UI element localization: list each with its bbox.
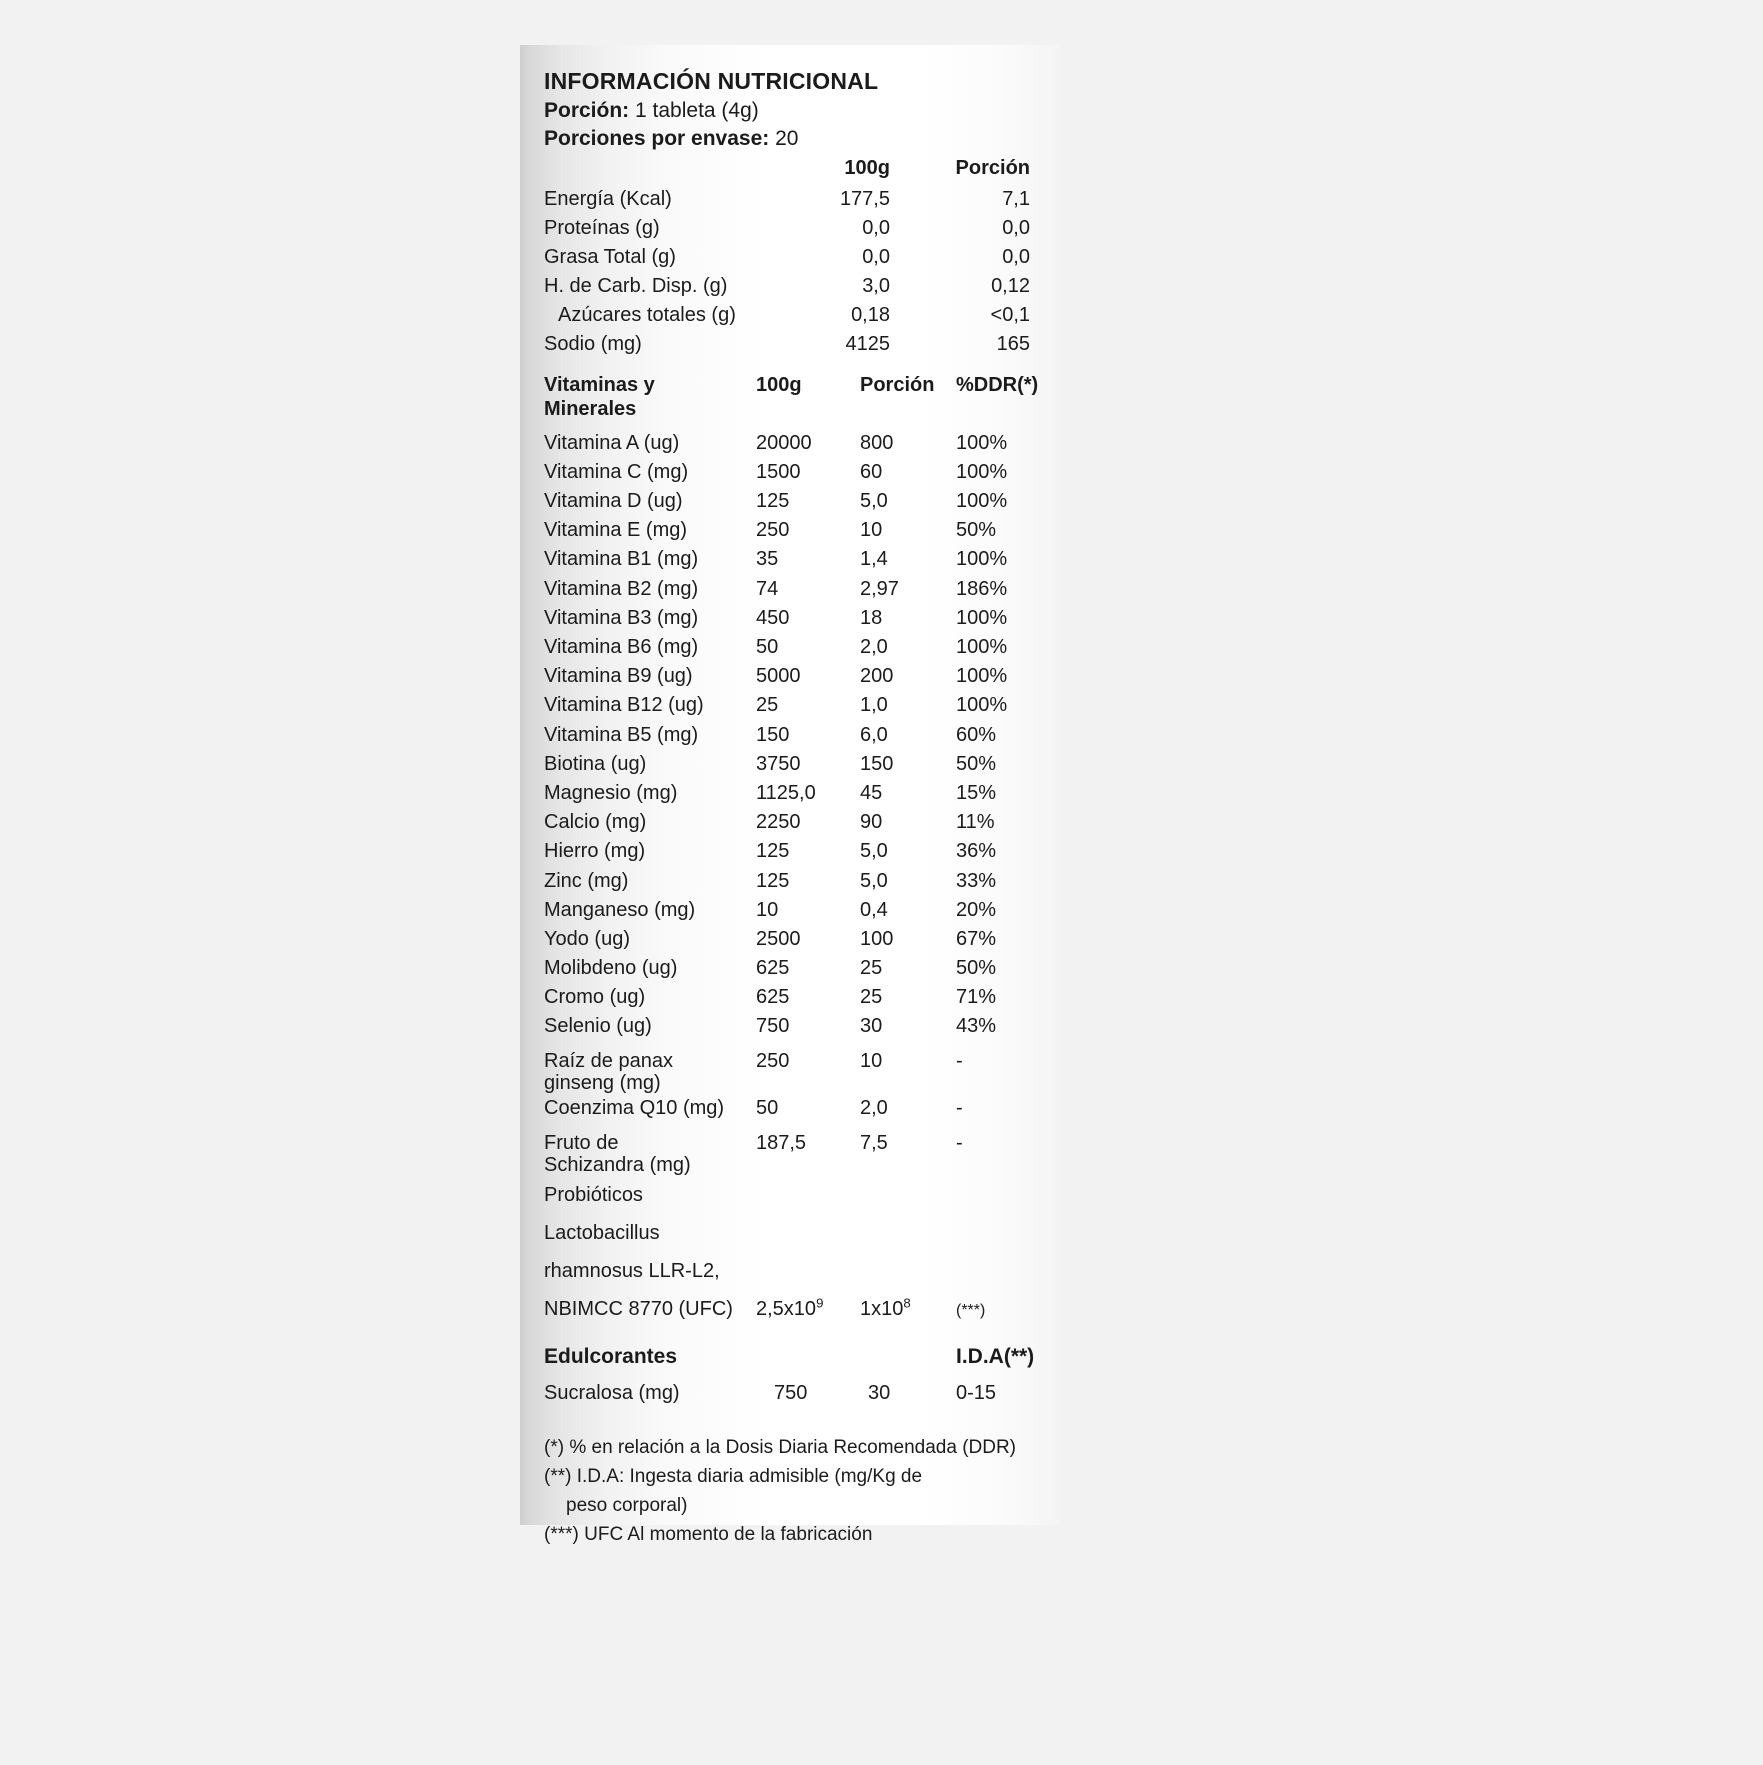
vitamin-row-name: Vitamina B6 (mg) — [544, 636, 699, 659]
probiotics-portion-exponent: 8 — [903, 1295, 911, 1311]
vitamin-row-portion: 18 — [860, 606, 883, 629]
probiotics-strain-row-1 — [544, 1214, 1046, 1252]
table-row — [544, 750, 1046, 779]
macro-row-100g: 177,5 — [839, 187, 890, 210]
vitamin-row-100g: 125 — [756, 869, 790, 892]
serving-size-line — [544, 97, 1036, 125]
vitamin-row-name: Vitamina D (ug) — [544, 490, 683, 513]
vitamin-row-ddr: 67% — [956, 927, 997, 950]
footnote-ida-continued: peso corporal) — [566, 1495, 688, 1517]
macro-header-row — [544, 154, 1036, 185]
vitamin-row-100g: 25 — [756, 694, 779, 717]
probiotics-100g-exponent: 9 — [816, 1295, 824, 1311]
table-row — [544, 954, 1046, 983]
vitamin-row-portion: 30 — [860, 1015, 883, 1038]
serving-size-label: Porción: — [544, 99, 630, 123]
table-row — [544, 1042, 1046, 1095]
footnote-ddr: (*) % en relación a la Dosis Diaria Recomendada (DDR) — [544, 1437, 1017, 1459]
vitamin-row-100g: 35 — [756, 548, 779, 571]
probiotics-portion — [860, 1290, 956, 1328]
vitamin-row-name: Vitamina B9 (ug) — [544, 665, 693, 688]
sweetener-row-portion: 30 — [868, 1382, 891, 1405]
probiotics-strain-line3: NBIMCC 8770 (UFC) — [544, 1298, 733, 1321]
vitamin-row-ddr: 36% — [956, 840, 997, 863]
vitamin-row-100g: 125 — [756, 840, 790, 863]
vitamin-row-name: Cromo (ug) — [544, 986, 646, 1009]
vitamin-row-100g: 3750 — [756, 752, 801, 775]
vitamin-row-portion: 25 — [860, 986, 883, 1009]
table-row — [544, 1012, 1046, 1041]
vitamin-row-name: Vitamina B2 (mg) — [544, 577, 699, 600]
table-row — [544, 214, 1036, 243]
extra-row-100g: 50 — [756, 1097, 779, 1120]
vitamins-header-name — [544, 359, 756, 429]
probiotics-strain-row-2 — [544, 1252, 1046, 1290]
servings-per-container-line — [544, 125, 1036, 153]
probiotics-ddr: (***) — [956, 1302, 986, 1320]
macro-row-name: Grasa Total (g) — [544, 245, 676, 268]
table-row — [544, 429, 1046, 458]
table-row — [544, 330, 1036, 359]
vitamin-row-name: Zinc (mg) — [544, 869, 629, 892]
vitamin-row-ddr: 20% — [956, 898, 997, 921]
vitamin-row-portion: 5,0 — [860, 490, 888, 513]
vitamin-row-portion: 1,4 — [860, 548, 888, 571]
vitamin-row-100g: 20000 — [756, 431, 812, 454]
table-row — [544, 575, 1046, 604]
vitamin-row-100g: 5000 — [756, 665, 801, 688]
page-title: INFORMACIÓN NUTRICIONAL — [544, 68, 879, 94]
vitamin-row-ddr: 100% — [956, 606, 1008, 629]
vitamin-row-ddr: 100% — [956, 431, 1008, 454]
vitamins-minerals-table — [544, 359, 1046, 1409]
sweeteners-ida-header: I.D.A(**) — [956, 1345, 1035, 1369]
extra-row-name: Coenzima Q10 (mg) — [544, 1097, 725, 1120]
vitamin-row-name: Vitamina A (ug) — [544, 431, 680, 454]
vitamin-row-portion: 0,4 — [860, 898, 888, 921]
vitamin-row-ddr: 100% — [956, 490, 1008, 513]
macro-row-name: H. de Carb. Disp. (g) — [544, 274, 728, 297]
vitamin-row-ddr: 100% — [956, 636, 1008, 659]
vitamin-row-portion: 60 — [860, 460, 883, 483]
probiotics-heading: Probióticos — [544, 1184, 643, 1207]
table-row — [544, 1124, 1046, 1177]
table-row — [544, 779, 1046, 808]
extra-row-ddr: - — [956, 1049, 963, 1072]
vitamin-row-100g: 250 — [756, 519, 790, 542]
table-row — [544, 691, 1046, 720]
vitamin-row-ddr: 100% — [956, 460, 1008, 483]
vitamin-row-ddr: 100% — [956, 665, 1008, 688]
servings-per-container-label: Porciones por envase: — [544, 127, 770, 151]
probiotics-value-row — [544, 1290, 1046, 1328]
vitamin-row-ddr: 71% — [956, 986, 997, 1009]
sweetener-row-100g: 750 — [774, 1382, 808, 1405]
table-row — [544, 185, 1036, 214]
sweeteners-header-row — [544, 1328, 1046, 1379]
extra-row-name-line1: Raíz de panax — [544, 1049, 673, 1072]
vitamin-row-name: Vitamina C (mg) — [544, 460, 689, 483]
vitamin-row-100g: 74 — [756, 577, 779, 600]
vitamin-row-name: Selenio (ug) — [544, 1015, 652, 1038]
vitamin-row-name: Vitamina B12 (ug) — [544, 694, 704, 717]
vitamin-row-ddr: 100% — [956, 694, 1008, 717]
table-row — [544, 896, 1046, 925]
table-row — [544, 721, 1046, 750]
vitamin-row-portion: 5,0 — [860, 840, 888, 863]
vitamin-row-100g: 125 — [756, 490, 790, 513]
probiotics-100g-mantissa: 2,5x10 — [756, 1298, 817, 1321]
vitamin-row-100g: 450 — [756, 606, 790, 629]
vitamin-row-100g: 50 — [756, 636, 779, 659]
probiotics-heading-row — [544, 1176, 1046, 1214]
vitamin-row-100g: 1500 — [756, 460, 801, 483]
vitamin-row-100g: 1125,0 — [756, 781, 816, 804]
macro-row-100g: 4125 — [845, 332, 890, 355]
macro-row-portion: <0,1 — [990, 303, 1030, 326]
vitamin-row-name: Vitamina E (mg) — [544, 519, 688, 542]
vitamin-row-portion: 100 — [860, 927, 894, 950]
macro-row-portion: 165 — [996, 332, 1030, 355]
vitamin-row-portion: 5,0 — [860, 869, 888, 892]
table-row — [544, 487, 1046, 516]
vitamin-row-portion: 10 — [860, 519, 883, 542]
footnote-ida: (**) I.D.A: Ingesta diaria admisible (mg/Kg de — [544, 1466, 923, 1488]
extra-row-name-line2: ginseng (mg) — [544, 1072, 661, 1095]
extra-row-ddr: - — [956, 1131, 963, 1154]
table-row — [544, 633, 1046, 662]
vitamin-row-ddr: 50% — [956, 957, 997, 980]
probiotics-strain-line2: rhamnosus LLR-L2, — [544, 1260, 720, 1283]
vitamin-row-name: Manganeso (mg) — [544, 898, 696, 921]
macro-row-100g: 0,0 — [862, 216, 890, 239]
vitamin-row-name: Vitamina B1 (mg) — [544, 548, 699, 571]
vitamin-row-name: Yodo (ug) — [544, 927, 630, 950]
vitamin-row-name: Calcio (mg) — [544, 811, 647, 834]
vitamin-row-100g: 150 — [756, 723, 790, 746]
vitamin-row-ddr: 33% — [956, 869, 997, 892]
vitamin-row-name: Hierro (mg) — [544, 840, 646, 863]
vitamins-header-100g: 100g — [756, 373, 802, 396]
extra-row-100g: 187,5 — [756, 1131, 807, 1154]
vitamin-row-ddr: 50% — [956, 519, 997, 542]
vitamin-row-ddr: 100% — [956, 548, 1008, 571]
macro-header-portion: Porción — [955, 156, 1030, 179]
vitamin-row-portion: 200 — [860, 665, 894, 688]
probiotics-100g — [756, 1290, 860, 1328]
vitamin-row-100g: 2500 — [756, 927, 801, 950]
table-row — [544, 808, 1046, 837]
extra-row-portion: 7,5 — [860, 1131, 888, 1154]
macro-row-name: Azúcares totales (g) — [558, 303, 736, 326]
extra-row-ddr: - — [956, 1097, 963, 1120]
macro-row-name: Energía (Kcal) — [544, 187, 672, 210]
extra-row-name-line1: Fruto de — [544, 1131, 619, 1154]
table-row — [544, 545, 1046, 574]
vitamin-row-ddr: 50% — [956, 752, 997, 775]
footnotes — [544, 1434, 1036, 1550]
extra-row-name-line2: Schizandra (mg) — [544, 1154, 691, 1177]
vitamins-header-ddr: %DDR(*) — [956, 373, 1039, 396]
vitamin-row-portion: 25 — [860, 957, 883, 980]
sweeteners-heading: Edulcorantes — [544, 1345, 678, 1369]
table-row — [544, 925, 1046, 954]
vitamin-row-100g: 750 — [756, 1015, 790, 1038]
macronutrient-table — [544, 154, 1036, 359]
vitamin-row-100g: 2250 — [756, 811, 801, 834]
sweetener-row-name: Sucralosa (mg) — [544, 1382, 680, 1405]
vitamins-header-name-line2: Minerales — [544, 397, 637, 420]
vitamin-row-ddr: 11% — [956, 811, 995, 834]
servings-per-container-value: 20 — [775, 127, 799, 151]
vitamin-row-portion: 90 — [860, 811, 883, 834]
vitamin-row-ddr: 15% — [956, 781, 997, 804]
table-row — [544, 516, 1046, 545]
vitamin-row-name: Biotina (ug) — [544, 752, 647, 775]
extra-row-100g: 250 — [756, 1049, 790, 1072]
vitamins-header-row — [544, 359, 1046, 429]
extra-row-name — [544, 1124, 756, 1177]
table-row — [544, 837, 1046, 866]
sweetener-row-ida: 0-15 — [956, 1382, 997, 1405]
macro-row-name: Proteínas (g) — [544, 216, 660, 239]
macro-header-100g: 100g — [844, 156, 890, 179]
probiotics-portion-mantissa: 1x10 — [860, 1298, 904, 1321]
macro-row-name: Sodio (mg) — [544, 332, 642, 355]
vitamin-row-portion: 1,0 — [860, 694, 888, 717]
table-row — [544, 662, 1046, 691]
table-row — [544, 604, 1046, 633]
vitamin-row-portion: 150 — [860, 752, 894, 775]
table-row — [544, 301, 1036, 330]
probiotics-strain-line1: Lactobacillus — [544, 1222, 660, 1245]
vitamin-row-portion: 2,0 — [860, 636, 888, 659]
extra-row-portion: 2,0 — [860, 1097, 888, 1120]
footnote-ufc: (***) UFC Al momento de la fabricación — [544, 1523, 873, 1545]
vitamin-row-ddr: 60% — [956, 723, 997, 746]
vitamin-row-name: Molibdeno (ug) — [544, 957, 678, 980]
macro-row-portion: 0,0 — [1002, 216, 1030, 239]
table-row — [544, 1094, 1046, 1123]
table-row — [544, 243, 1036, 272]
vitamin-row-name: Vitamina B3 (mg) — [544, 606, 699, 629]
vitamins-header-name-line1: Vitaminas y — [544, 373, 655, 396]
macro-row-portion: 7,1 — [1002, 187, 1030, 210]
serving-size-value: 1 tableta (4g) — [635, 99, 759, 123]
vitamin-row-100g: 625 — [756, 986, 790, 1009]
vitamin-row-portion: 6,0 — [860, 723, 888, 746]
macro-row-100g: 0,18 — [851, 303, 890, 326]
vitamin-row-100g: 10 — [756, 898, 779, 921]
table-row — [544, 983, 1046, 1012]
vitamins-header-portion: Porción — [860, 373, 935, 396]
vitamin-row-ddr: 186% — [956, 577, 1008, 600]
table-row — [544, 272, 1036, 301]
table-row — [544, 458, 1046, 487]
vitamin-row-100g: 625 — [756, 957, 790, 980]
macro-row-portion: 0,12 — [991, 274, 1030, 297]
vitamin-row-ddr: 43% — [956, 1015, 997, 1038]
table-row — [544, 1379, 1046, 1408]
extra-row-portion: 10 — [860, 1049, 883, 1072]
macro-row-100g: 3,0 — [862, 274, 890, 297]
extra-row-name — [544, 1042, 756, 1095]
vitamin-row-name: Vitamina B5 (mg) — [544, 723, 699, 746]
vitamin-row-portion: 800 — [860, 431, 894, 454]
vitamin-row-name: Magnesio (mg) — [544, 781, 678, 804]
macro-row-100g: 0,0 — [862, 245, 890, 268]
macro-row-portion: 0,0 — [1002, 245, 1030, 268]
vitamin-row-portion: 45 — [860, 781, 883, 804]
table-row — [544, 867, 1046, 896]
vitamin-row-portion: 2,97 — [860, 577, 899, 600]
nutrition-facts-label — [520, 45, 1060, 1545]
